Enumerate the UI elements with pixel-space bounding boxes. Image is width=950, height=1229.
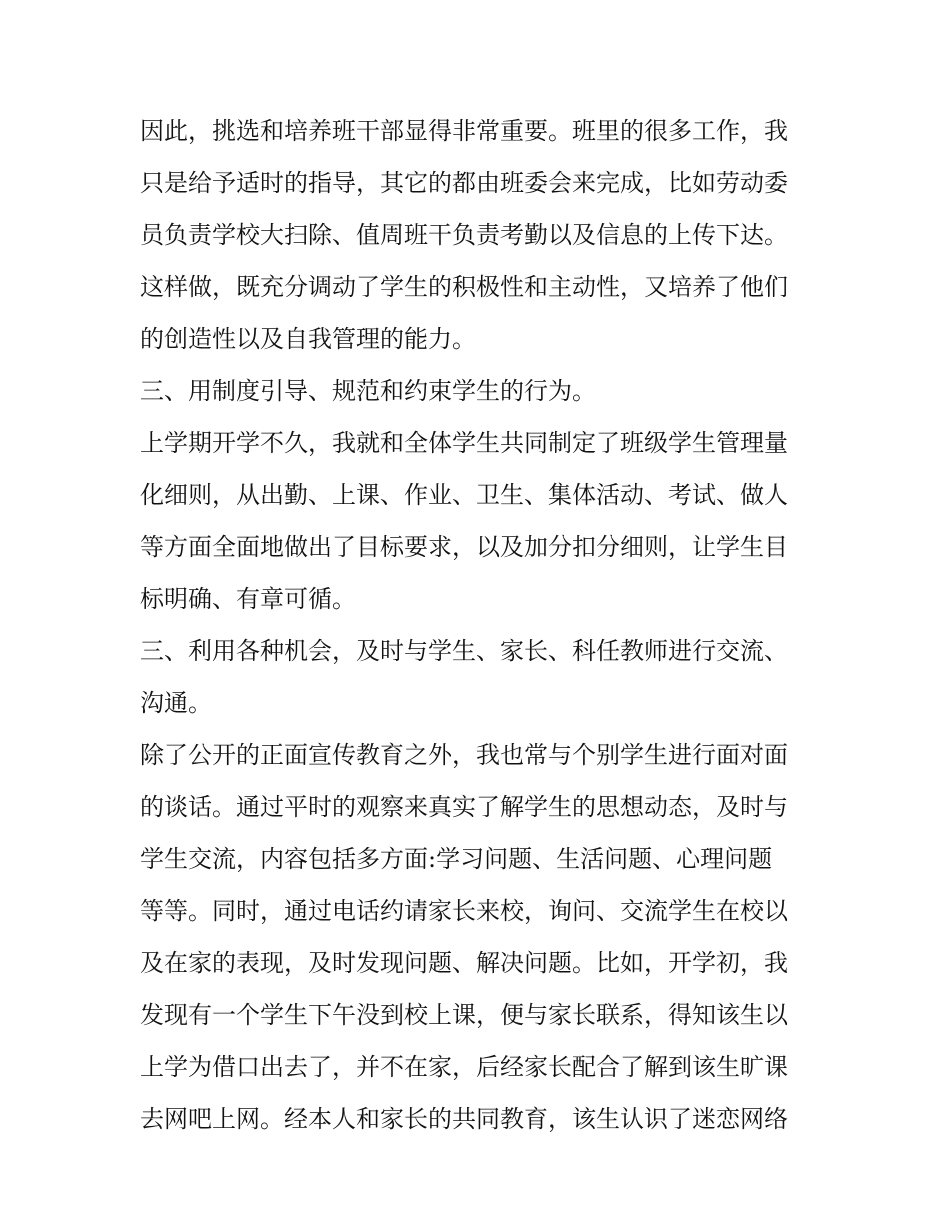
text-line: 及在家的表现，及时发现问题、解决问题。比如，开学初，我 bbox=[140, 949, 788, 977]
text-line: 的谈话。通过平时的观察来真实了解学生的思想动态，及时与 bbox=[140, 793, 788, 821]
text-line: 只是给予适时的指导，其它的都由班委会来完成，比如劳动委 bbox=[140, 169, 788, 197]
text-line: 等等。同时，通过电话约请家长来校，询问、交流学生在校以 bbox=[140, 897, 788, 925]
text-line: 上学为借口出去了，并不在家，后经家长配合了解到该生旷课 bbox=[140, 1053, 788, 1081]
text-line: 发现有一个学生下午没到校上课，便与家长联系，得知该生以 bbox=[140, 1001, 788, 1029]
text-line: 这样做，既充分调动了学生的积极性和主动性，又培养了他们 bbox=[140, 273, 788, 301]
body-text bbox=[140, 105, 820, 1145]
text-line: 因此，挑选和培养班干部显得非常重要。班里的很多工作，我 bbox=[140, 117, 788, 145]
text-line: 上学期开学不久，我就和全体学生共同制定了班级学生管理量 bbox=[140, 429, 788, 457]
text-line: 除了公开的正面宣传教育之外，我也常与个别学生进行面对面 bbox=[140, 741, 788, 769]
text-line: 化细则，从出勤、上课、作业、卫生、集体活动、考试、做人 bbox=[140, 481, 788, 509]
text-line: 等方面全面地做出了目标要求，以及加分扣分细则，让学生目 bbox=[140, 533, 788, 561]
section-heading: 三、用制度引导、规范和约束学生的行为。 bbox=[140, 377, 596, 405]
section-heading: 沟通。 bbox=[140, 689, 212, 717]
section-heading: 三、利用各种机会，及时与学生、家长、科任教师进行交流、 bbox=[140, 637, 788, 665]
text-line: 学生交流，内容包括多方面:学习问题、生活问题、心理问题 bbox=[140, 845, 773, 873]
text-line: 员负责学校大扫除、值周班干负责考勤以及信息的上传下达。 bbox=[140, 221, 788, 249]
text-line: 标明确、有章可循。 bbox=[140, 585, 356, 613]
text-line: 的创造性以及自我管理的能力。 bbox=[140, 325, 476, 353]
text-line: 去网吧上网。经本人和家长的共同教育，该生认识了迷恋网络 bbox=[140, 1105, 788, 1133]
